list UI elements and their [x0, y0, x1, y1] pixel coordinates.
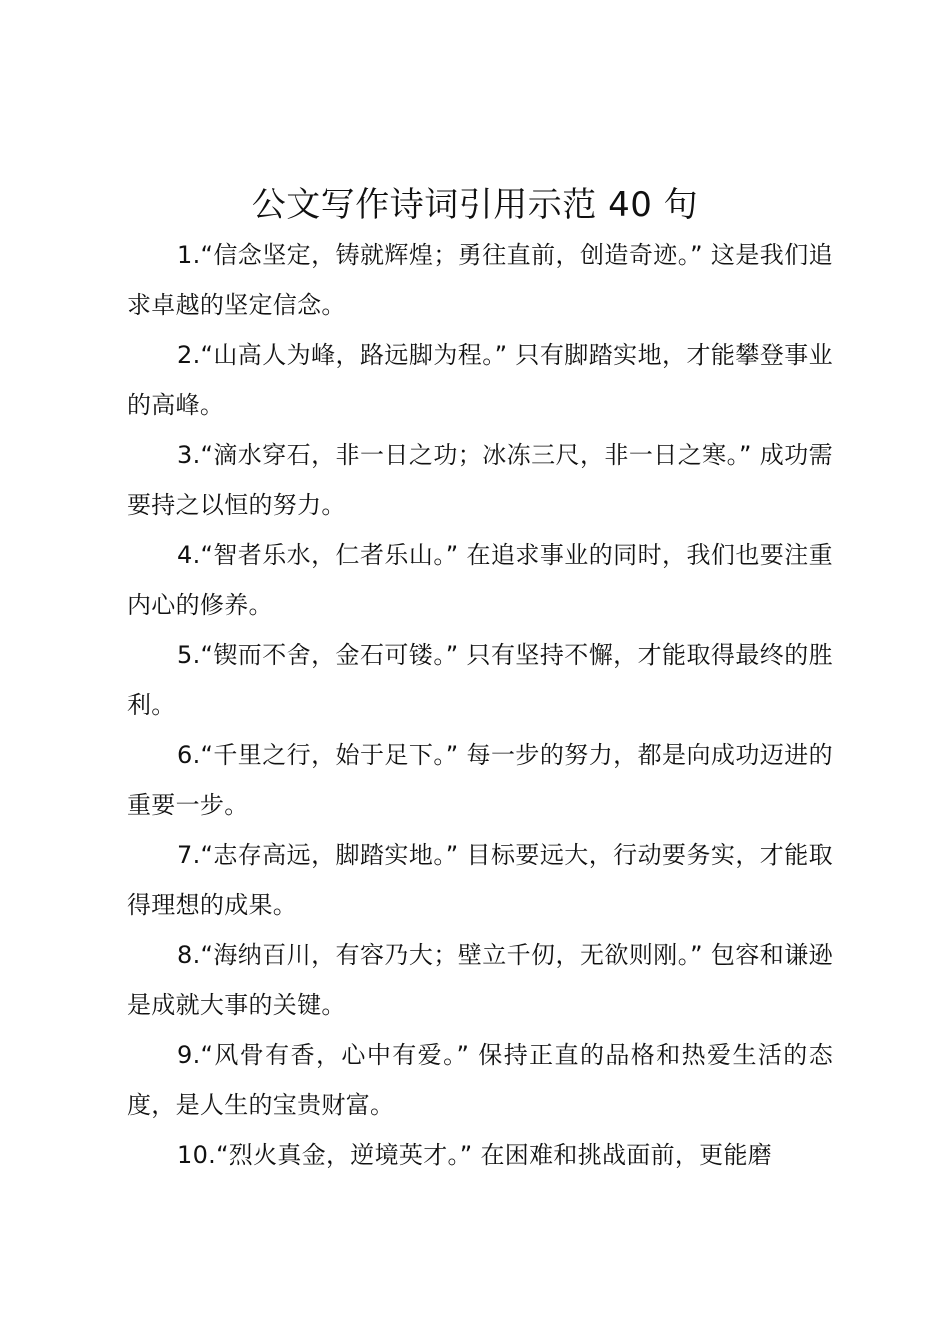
quote-paragraph-10: 10.“烈火真金，逆境英才。” 在困难和挑战面前，更能磨	[177, 1141, 773, 1169]
quote-paragraph-9: 9.“风骨有香，心中有爱。” 保持正直的品格和热爱生活的态度，是人生的宝贵财富。	[127, 1041, 833, 1119]
quote-paragraph-7: 7.“志存高远，脚踏实地。” 目标要远大，行动要务实，才能取得理想的成果。	[127, 841, 833, 919]
quote-paragraph-4: 4.“智者乐水，仁者乐山。” 在追求事业的同时，我们也要注重内心的修养。	[127, 541, 833, 619]
document-title: 公文写作诗词引用示范 40 句	[251, 185, 699, 225]
quote-paragraph-1: 1.“信念坚定，铸就辉煌；勇往直前，创造奇迹。” 这是我们追求卓越的坚定信念。	[127, 241, 833, 319]
quote-paragraph-3: 3.“滴水穿石，非一日之功；冰冻三尺，非一日之寒。” 成功需要持之以恒的努力。	[127, 441, 833, 519]
quote-paragraph-5: 5.“锲而不舍，金石可镂。” 只有坚持不懈，才能取得最终的胜利。	[127, 641, 833, 719]
quote-paragraph-2: 2.“山高人为峰，路远脚为程。” 只有脚踏实地，才能攀登事业的高峰。	[127, 341, 833, 419]
quote-paragraph-6: 6.“千里之行，始于足下。” 每一步的努力，都是向成功迈进的重要一步。	[127, 741, 833, 819]
document-body	[127, 230, 833, 1180]
quote-paragraph-8: 8.“海纳百川，有容乃大；壁立千仞，无欲则刚。” 包容和谦逊是成就大事的关键。	[127, 941, 833, 1019]
